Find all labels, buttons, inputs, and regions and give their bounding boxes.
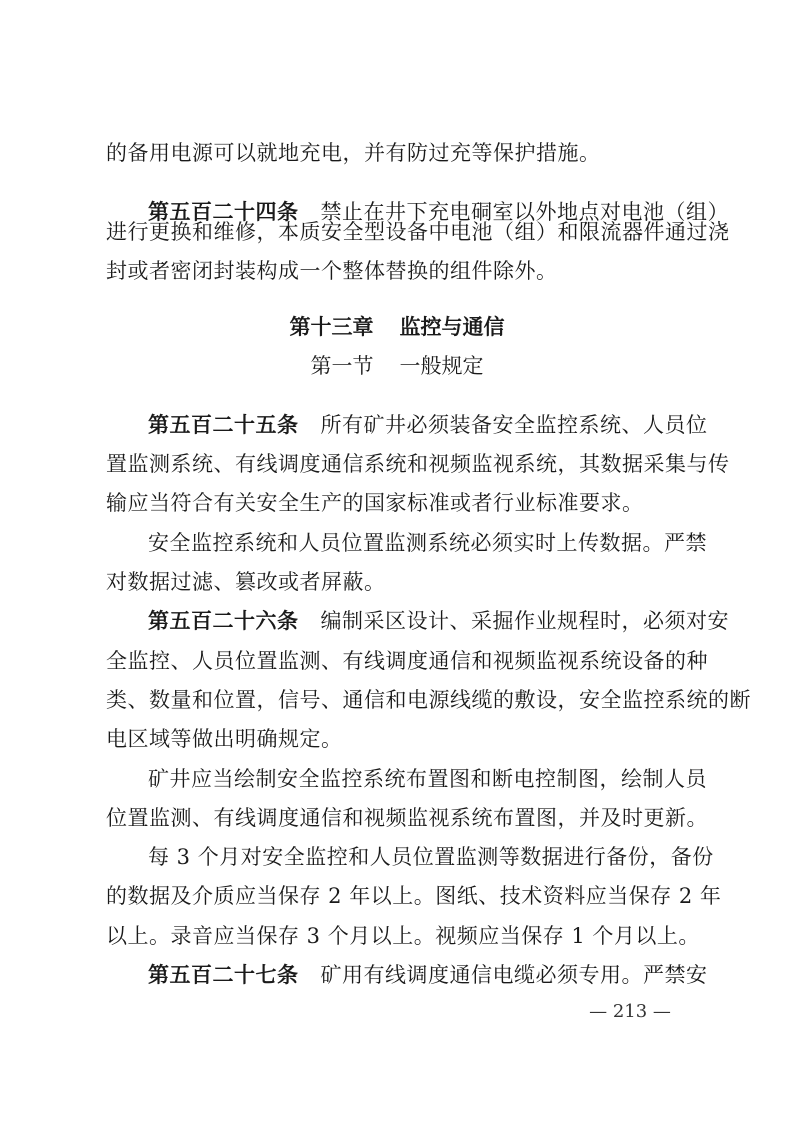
paragraph-line: 位置监测、有线调度通信和视频监视系统布置图，并及时更新。 bbox=[106, 806, 708, 830]
page-number: — 213 — bbox=[589, 1001, 671, 1022]
paragraph-line: 类、数量和位置，信号、通信和电源线缆的敷设，安全监控系统的断 bbox=[106, 688, 751, 712]
paragraph-line: 安全监控系统和人员位置监测系统必须实时上传数据。严禁 bbox=[148, 531, 707, 555]
article-526-line: 第五百二十六条 编制采区设计、采掘作业规程时，必须对安 bbox=[148, 609, 729, 633]
paragraph-line: 进行更换和维修，本质安全型设备中电池（组）和限流器件通过浇 bbox=[106, 220, 730, 244]
section-heading: 第一节 一般规定 bbox=[310, 354, 484, 378]
article-524-line: 第五百二十四条 禁止在井下充电硐室以外地点对电池（组） bbox=[148, 200, 729, 224]
paragraph-line: 的备用电源可以就地充电，并有防过充等保护措施。 bbox=[106, 141, 601, 165]
article-number: 第五百二十四条 bbox=[148, 200, 299, 224]
paragraph-line: 输应当符合有关安全生产的国家标准或者行业标准要求。 bbox=[106, 491, 644, 515]
article-527-line: 第五百二十七条 矿用有线调度通信电缆必须专用。严禁安 bbox=[148, 963, 708, 987]
paragraph-line: 的数据及介质应当保存 2 年以上。图纸、技术资料应当保存 2 年 bbox=[106, 884, 722, 908]
article-number: 第五百二十七条 bbox=[148, 963, 299, 987]
paragraph-line: 封或者密闭封装构成一个整体替换的组件除外。 bbox=[106, 259, 558, 283]
paragraph-line: 每 3 个月对安全监控和人员位置监测等数据进行备份，备份 bbox=[148, 845, 714, 869]
paragraph-line: 矿井应当绘制安全监控系统布置图和断电控制图，绘制人员 bbox=[148, 767, 707, 791]
chapter-heading: 第十三章 监控与通信 bbox=[289, 315, 505, 339]
article-525-line: 第五百二十五条 所有矿井必须装备安全监控系统、人员位 bbox=[148, 413, 708, 437]
paragraph-line: 以上。录音应当保存 3 个月以上。视频应当保存 1 个月以上。 bbox=[106, 924, 700, 948]
paragraph-line: 电区域等做出明确规定。 bbox=[106, 727, 343, 751]
paragraph-line: 置监测系统、有线调度通信系统和视频监视系统，其数据采集与传 bbox=[106, 452, 730, 476]
paragraph-line: 对数据过滤、篡改或者屏蔽。 bbox=[106, 570, 386, 594]
article-number: 第五百二十五条 bbox=[148, 413, 299, 437]
paragraph-line: 全监控、人员位置监测、有线调度通信和视频监视系统设备的种 bbox=[106, 649, 708, 673]
article-number: 第五百二十六条 bbox=[148, 609, 299, 633]
